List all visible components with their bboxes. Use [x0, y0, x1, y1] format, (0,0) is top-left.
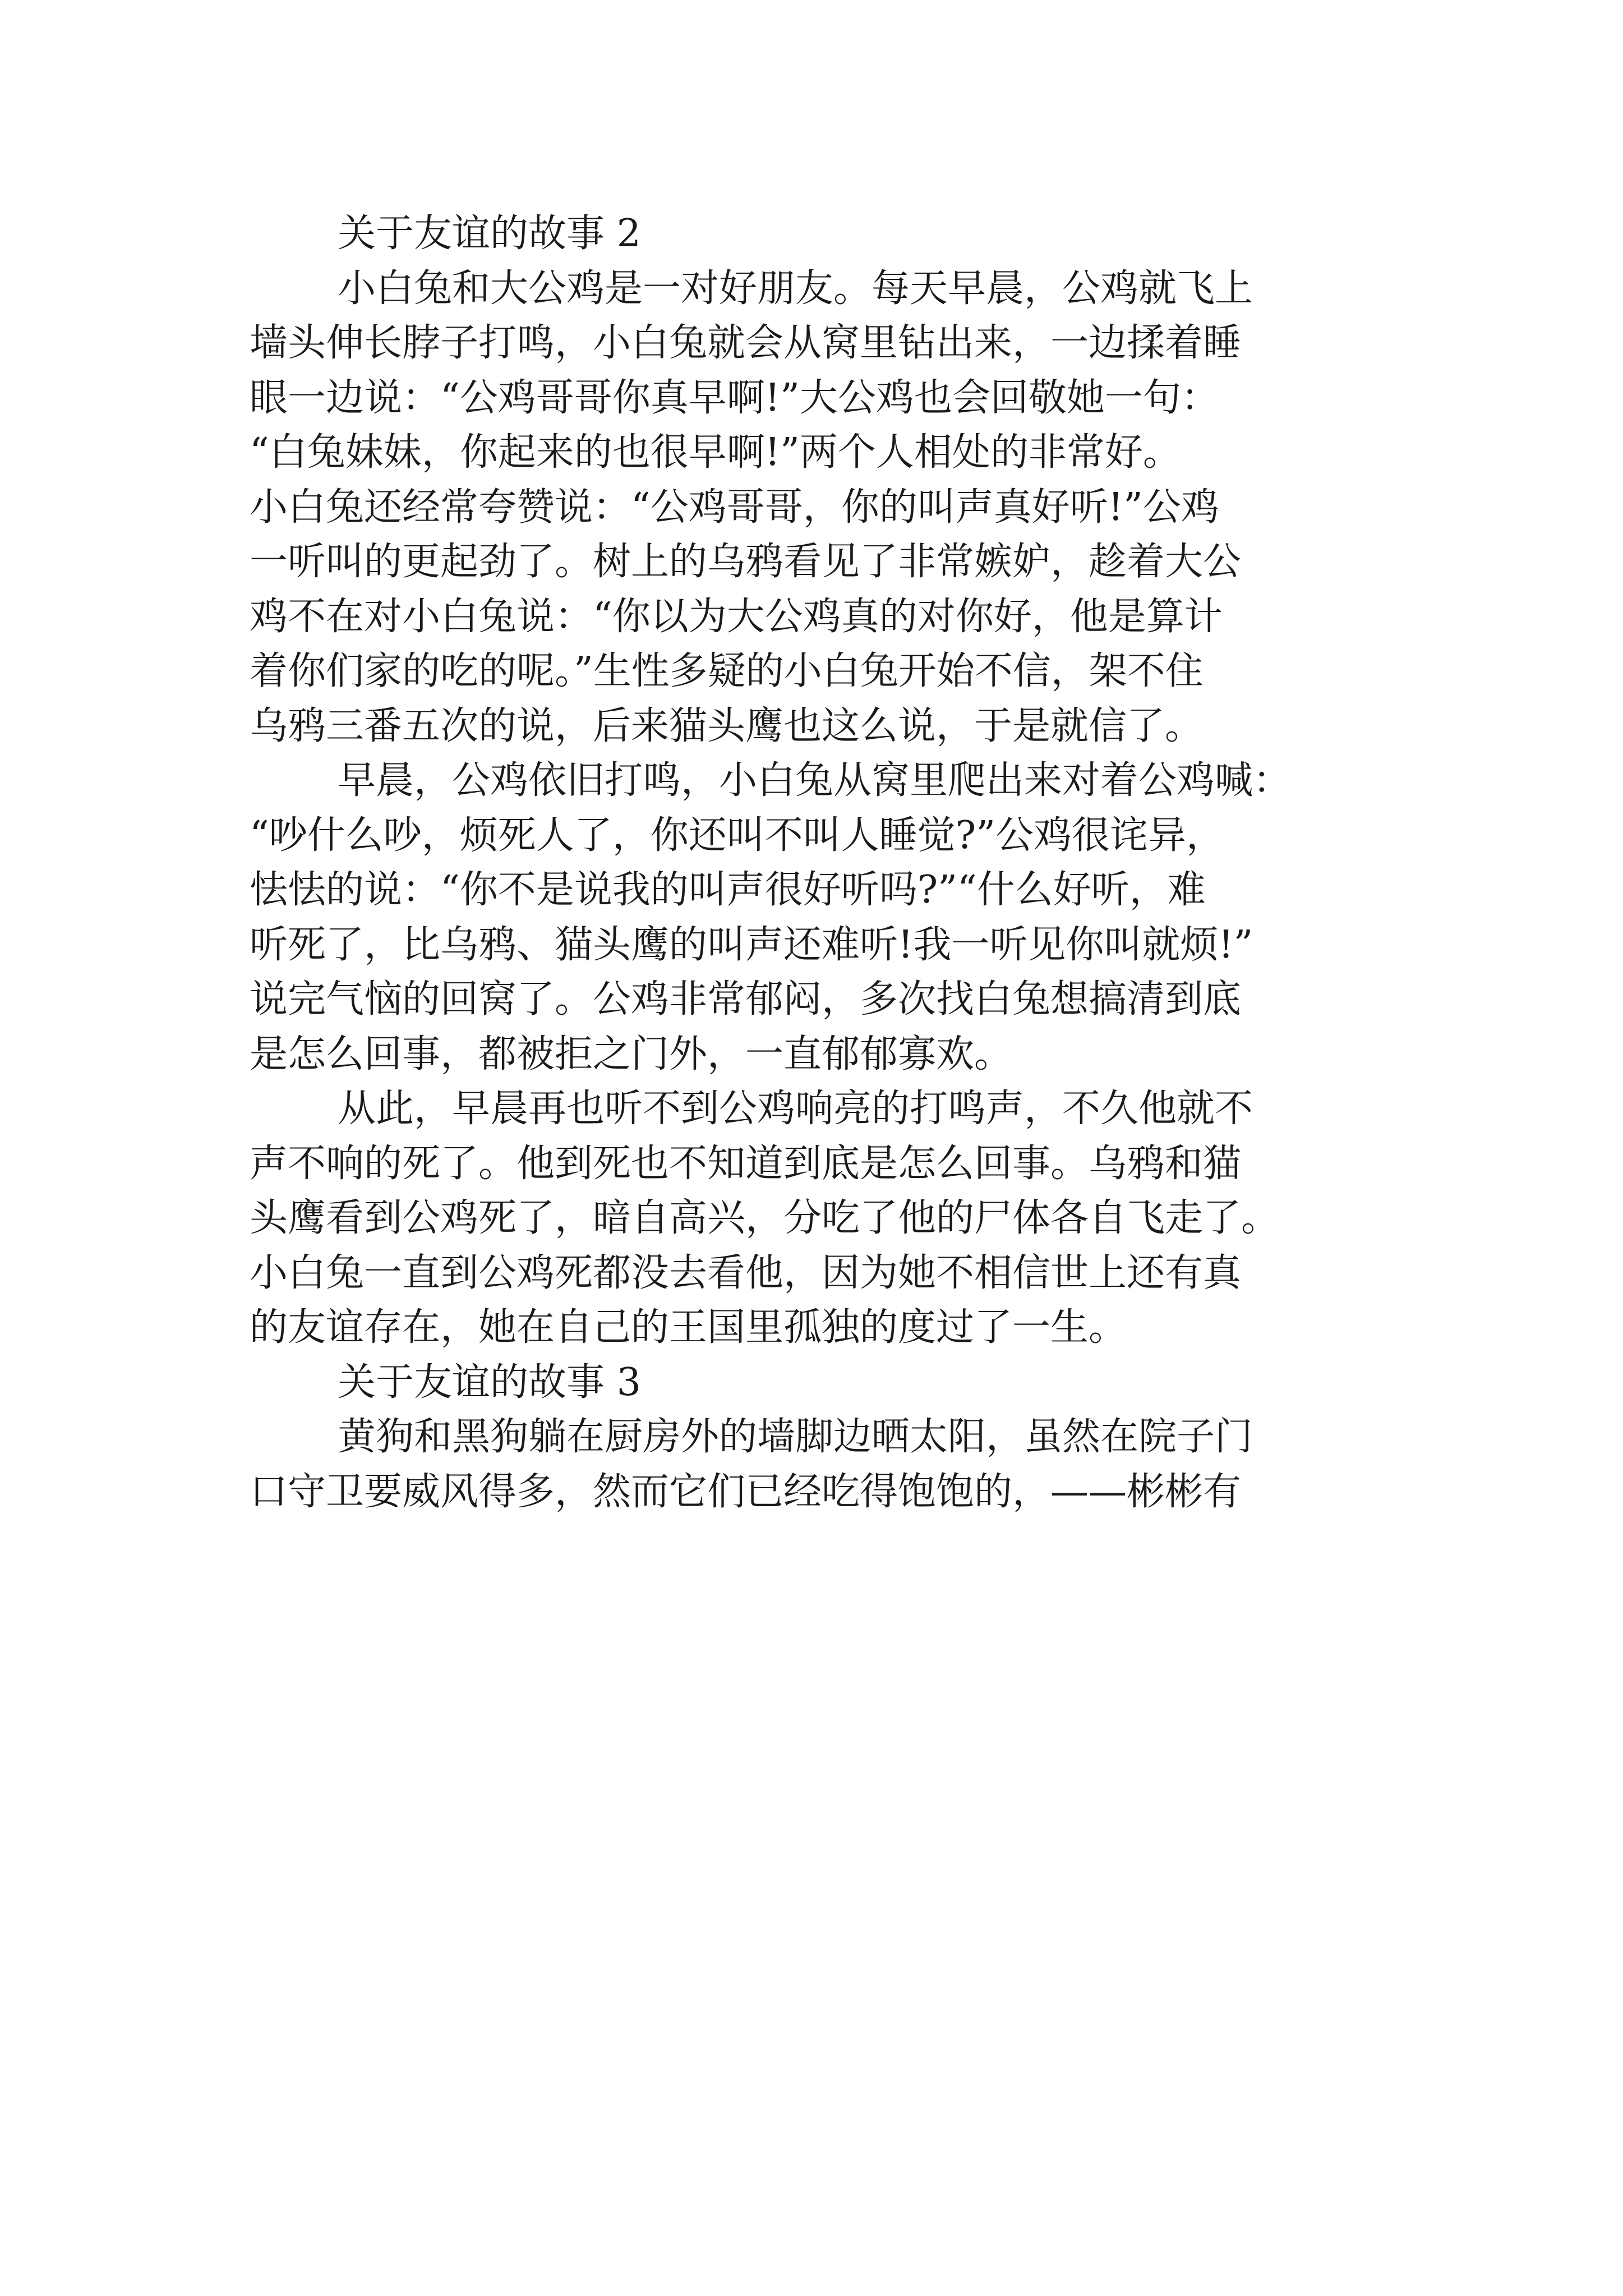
text-line: 着你们家的吃的呢。”生性多疑的小白兔开始不信，架不住 — [250, 649, 1204, 693]
text-line: 声不响的死了。他到死也不知道到底是怎么回事。乌鸦和猫 — [250, 1141, 1242, 1186]
text-line: 早晨，公鸡依旧打鸣，小白兔从窝里爬出来对着公鸡喊： — [338, 758, 1292, 803]
text-line: 乌鸦三番五次的说，后来猫头鹰也这么说，于是就信了。 — [250, 703, 1204, 748]
text-line: 怯怯的说：“你不是说我的叫声很好听吗?”“什么好听，难 — [250, 868, 1206, 912]
document-body — [250, 206, 1396, 1519]
story-3-paragraph-1 — [250, 1410, 1396, 1519]
text-line: 小白兔一直到公鸡死都没去看他，因为她不相信世上还有真 — [250, 1250, 1242, 1295]
text-line: 的友谊存在，她在自己的王国里孤独的度过了一生。 — [250, 1305, 1127, 1350]
text-line: 说完气恼的回窝了。公鸡非常郁闷，多次找白兔想搞清到底 — [250, 977, 1242, 1022]
text-line: 小白兔和大公鸡是一对好朋友。每天早晨，公鸡就飞上 — [338, 266, 1253, 311]
text-line: 头鹰看到公鸡死了，暗自高兴，分吃了他的尸体各自飞走了。 — [250, 1196, 1280, 1240]
text-line: 从此，早晨再也听不到公鸡响亮的打鸣声，不久他就不 — [338, 1087, 1253, 1131]
text-line: 黄狗和黑狗躺在厨房外的墙脚边晒太阳，虽然在院子门 — [338, 1415, 1253, 1459]
text-line: “吵什么吵，烦死人了，你还叫不叫人睡觉?”公鸡很诧异， — [250, 813, 1224, 858]
story-2-paragraph-3 — [250, 1082, 1396, 1355]
story-2-heading: 关于友谊的故事 2 — [338, 211, 641, 256]
story-3-heading: 关于友谊的故事 3 — [338, 1360, 641, 1405]
story-2-paragraph-2 — [250, 753, 1396, 1082]
text-line: 听死了，比乌鸦、猫头鹰的叫声还难听!我一听见你叫就烦!” — [250, 922, 1253, 967]
text-line: 墙头伸长脖子打鸣，小白兔就会从窝里钻出来，一边揉着睡 — [250, 321, 1242, 365]
text-line: 一听叫的更起劲了。树上的乌鸦看见了非常嫉妒，趁着大公 — [250, 540, 1242, 584]
story-2-paragraph-1 — [250, 261, 1396, 754]
text-line: 鸡不在对小白兔说：“你以为大公鸡真的对你好，他是算计 — [250, 594, 1223, 639]
text-line: 是怎么回事，都被拒之门外，一直郁郁寡欢。 — [250, 1032, 1013, 1076]
text-line: 口守卫要威风得多，然而它们已经吃得饱饱的，——彬彬有 — [250, 1469, 1242, 1514]
text-line: 小白兔还经常夸赞说：“公鸡哥哥，你的叫声真好听!”公鸡 — [250, 485, 1219, 530]
text-line: “白兔妹妹，你起来的也很早啊!”两个人相处的非常好。 — [250, 430, 1181, 475]
text-line: 眼一边说：“公鸡哥哥你真早啊!”大公鸡也会回敬她一句： — [250, 375, 1219, 420]
